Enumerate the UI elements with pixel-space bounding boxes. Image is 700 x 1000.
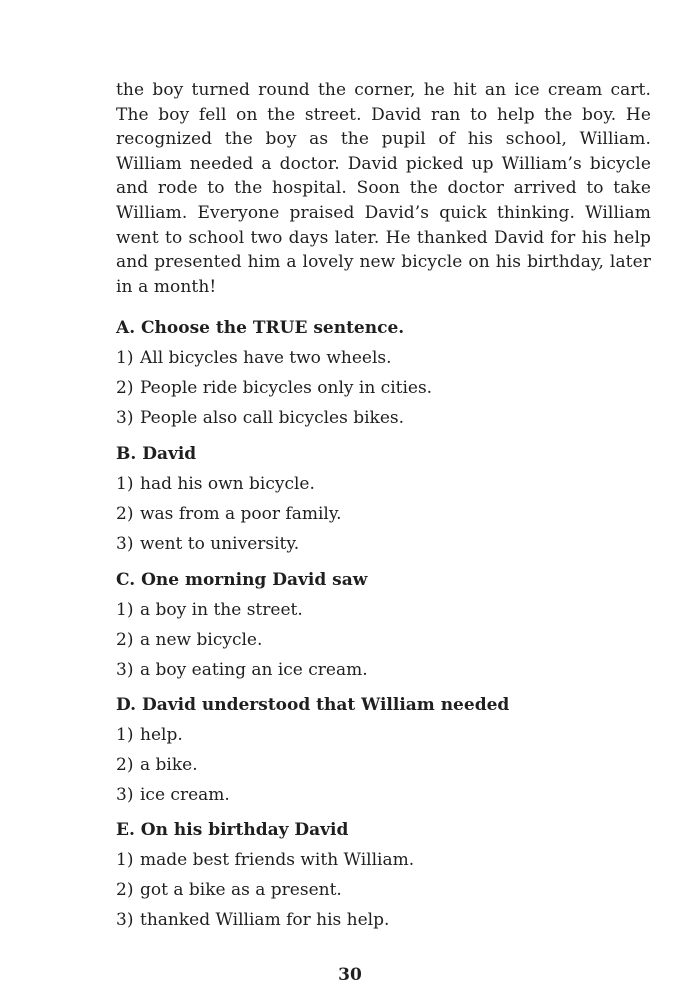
option-text: a new bicycle. [140,630,263,650]
option-number: 3) [116,534,134,554]
answer-option [116,880,676,900]
answer-option [116,630,676,650]
answer-option [116,725,676,745]
option-text: thanked William for his help. [140,910,390,930]
option-text: a bike. [140,755,198,775]
option-number: 2) [116,504,134,524]
question-heading: C. One morning David saw [116,570,368,590]
answer-option [116,408,676,428]
answer-option [116,600,676,620]
answer-option [116,534,676,554]
question-d [116,695,676,805]
question-heading: E. On his birthday David [116,820,349,840]
option-text: had his own bicycle. [140,474,315,494]
answer-option [116,910,676,930]
option-number: 1) [116,850,134,870]
option-text: People ride bicycles only in cities. [140,378,433,398]
answer-option [116,348,676,368]
question-c [116,570,676,680]
option-text: help. [140,725,183,745]
option-text: ice cream. [140,785,230,805]
option-text: a boy in the street. [140,600,303,620]
question-a [116,318,676,428]
option-text: was from a poor family. [140,504,342,524]
answer-option [116,504,676,524]
option-number: 1) [116,600,134,620]
option-text: went to university. [140,534,300,554]
answer-option [116,850,676,870]
option-number: 2) [116,630,134,650]
option-number: 1) [116,348,134,368]
question-e [116,820,676,930]
question-heading: A. Choose the TRUE sentence. [116,318,405,338]
question-heading: B. David [116,444,197,464]
option-number: 3) [116,408,134,428]
answer-option [116,474,676,494]
option-number: 2) [116,378,134,398]
option-number: 3) [116,910,134,930]
page-number: 30 [338,965,362,985]
option-number: 2) [116,880,134,900]
answer-option [116,378,676,398]
option-number: 1) [116,474,134,494]
option-number: 1) [116,725,134,745]
option-text: All bicycles have two wheels. [140,348,392,368]
reading-passage: the boy turned round the corner, he hit an ice cream cart. The boy fell on the street. David ran to help the boy. He recognized the boy as the pupil of his school, William. William needed a doctor. David picked up William’s bicycle and rode to the hospital. Soon the doctor arrived to take William. Everyone praised David’s quick thinking. William went to school two days later. He thanked David for his help and presented him a lovely new bicycle on his birthday, later in a month! [116,80,651,297]
answer-option [116,785,676,805]
answer-option [116,660,676,680]
option-number: 3) [116,785,134,805]
question-heading: D. David understood that William needed [116,695,510,715]
answer-option [116,755,676,775]
option-text: a boy eating an ice cream. [140,660,368,680]
option-text: got a bike as a present. [140,880,342,900]
option-text: People also call bicycles bikes. [140,408,405,428]
option-number: 2) [116,755,134,775]
question-b [116,444,676,554]
option-text: made best friends with William. [140,850,415,870]
option-number: 3) [116,660,134,680]
